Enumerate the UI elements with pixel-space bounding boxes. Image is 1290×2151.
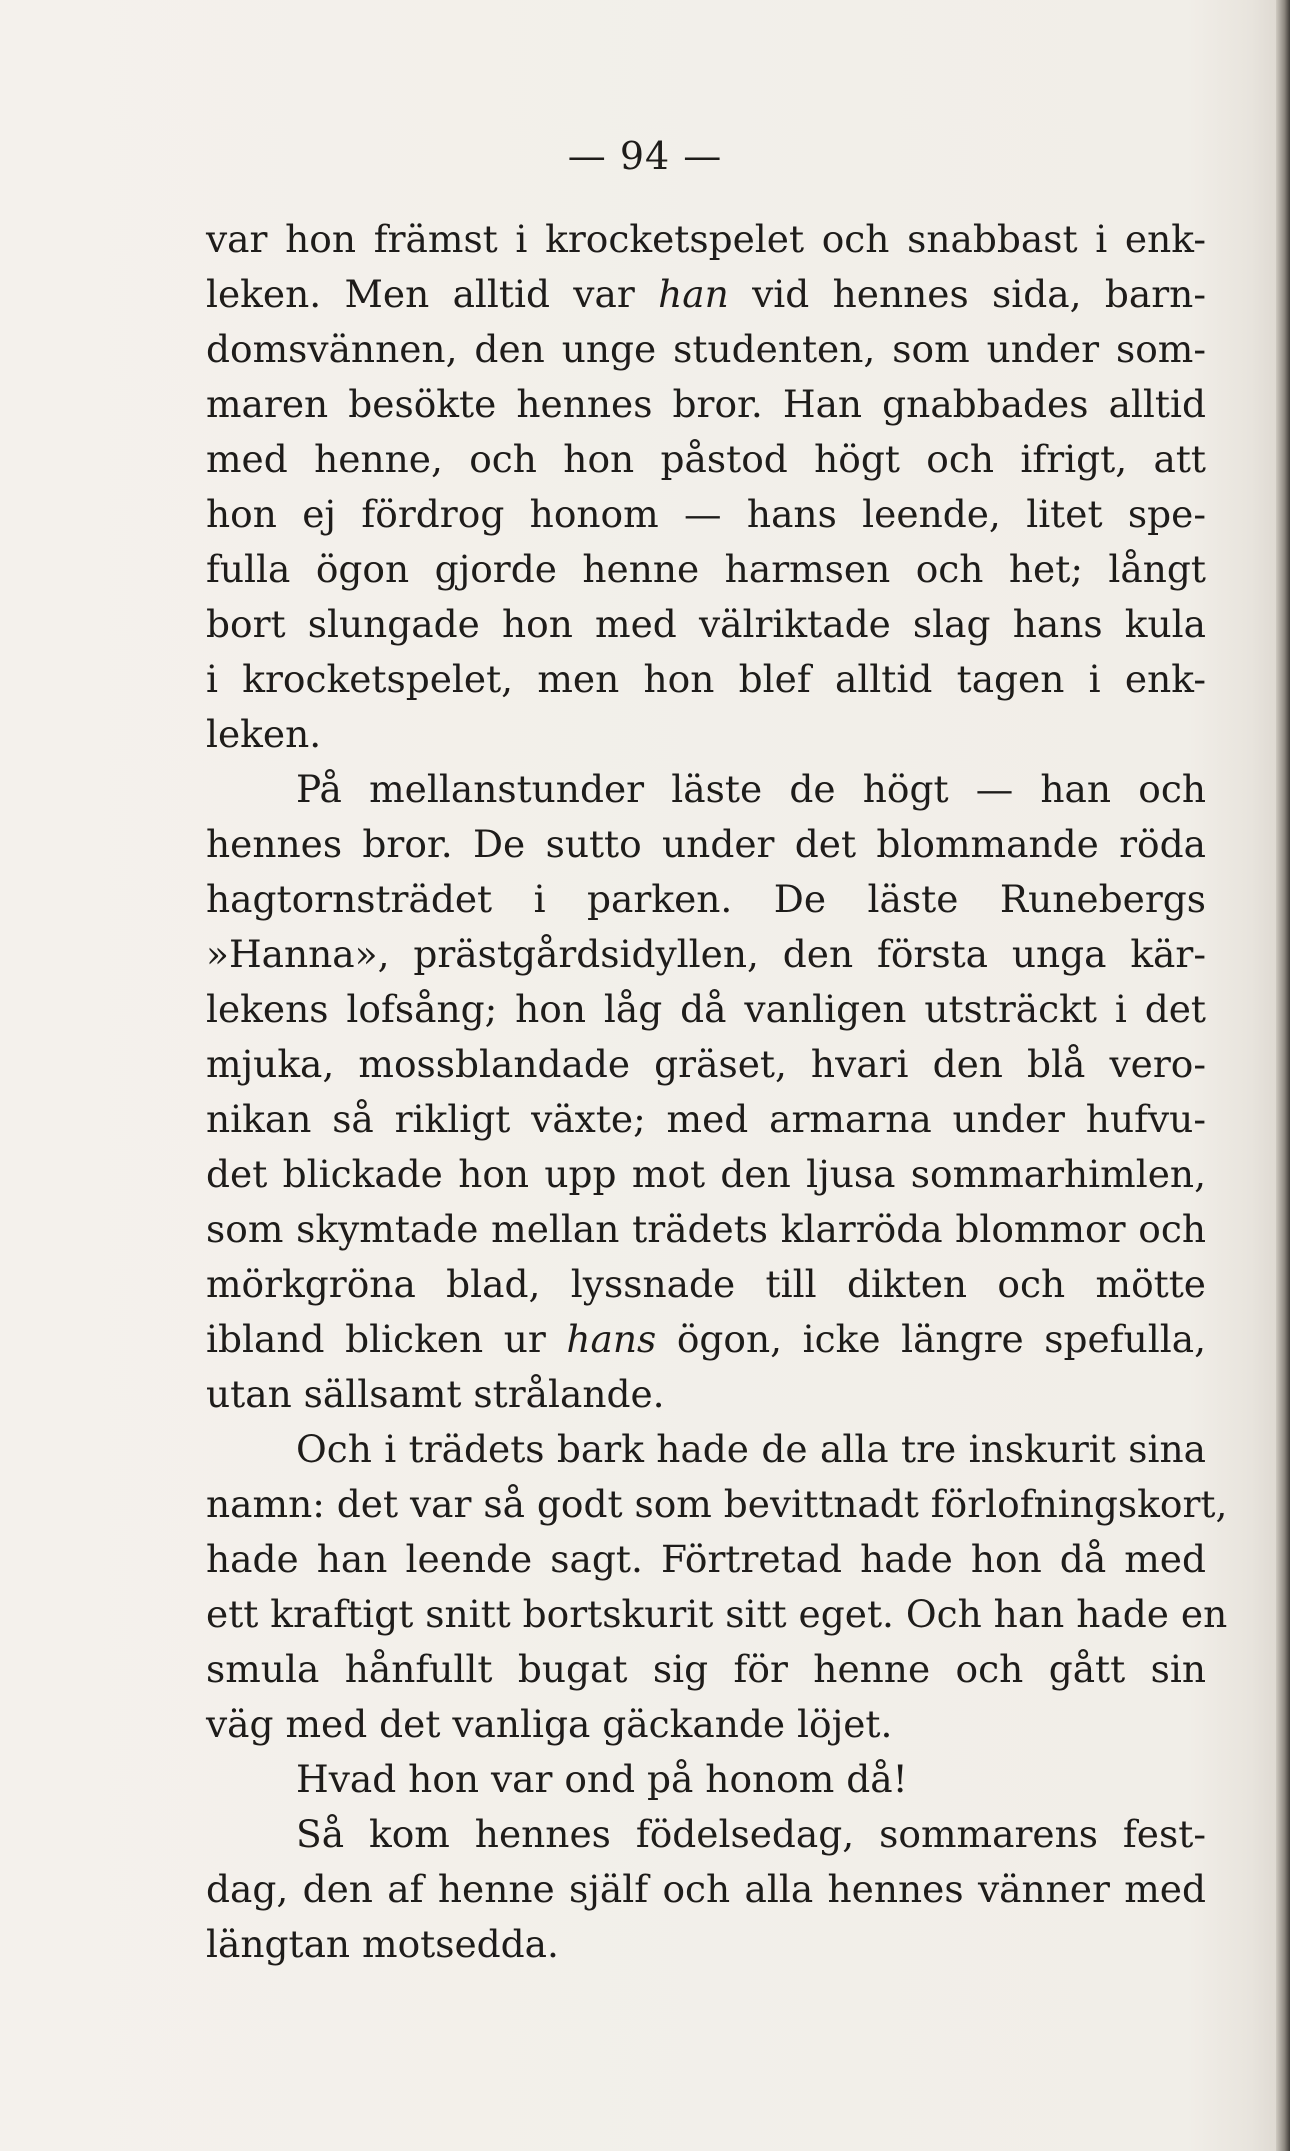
text-line: Hvad hon var ond på honom då! [296,1757,908,1801]
text-line: som skymtade mellan trädets klarröda blommor och [206,1207,1206,1251]
text-line: hennes bror. De sutto under det blommande röda [206,822,1206,866]
text-line: var hon främst i krocketspelet och snabbast i enk- [206,217,1206,261]
text-line: nikan så rikligt växte; med armarna under hufvu- [206,1097,1206,1141]
text-line: leken. [206,712,322,756]
text-line: domsvännen, den unge studenten, som under som- [206,327,1206,371]
text-line: i krocketspelet, men hon blef alltid tagen i enk- [206,657,1206,701]
text-line: väg med det vanliga gäckande löjet. [206,1702,893,1746]
text-line: längtan motsedda. [206,1922,559,1966]
text-line: fulla ögon gjorde henne harmsen och het; långt [206,547,1206,591]
page-edge-shadow [1276,0,1290,2151]
text-line: På mellanstunder läste de högt — han och [296,767,1206,811]
text-line: det blickade hon upp mot den ljusa sommarhimlen, [206,1152,1206,1196]
text-line: leken. Men alltid var han vid hennes sida, barn- [206,272,1206,316]
text-line: lekens lofsång; hon låg då vanligen utsträckt i det [206,987,1206,1031]
text-line: mörkgröna blad, lyssnade till dikten och mötte [206,1262,1206,1306]
text-line: utan sällsamt strålande. [206,1372,665,1416]
text-line: smula hånfullt bugat sig för henne och gått sin [206,1647,1206,1691]
text-line: hagtornsträdet i parken. De läste Runebergs [206,877,1206,921]
text-line: Och i trädets bark hade de alla tre inskurit sina [296,1427,1206,1471]
emphasis: hans [566,1317,657,1361]
body-text [206,212,1228,1972]
text-line: ett kraftigt snitt bortskurit sitt eget. Och han hade en [206,1592,1228,1636]
text-line: med henne, och hon påstod högt och ifrigt, att [206,437,1206,481]
text-line: Så kom hennes födelsedag, sommarens fest- [296,1812,1206,1856]
text-line: hade han leende sagt. Förtretad hade hon då med [206,1537,1206,1581]
text-line: ibland blicken ur hans ögon, icke längre spefulla, [206,1317,1207,1361]
text-line: namn: det var så godt som bevittnadt förlofningskort, [206,1482,1228,1526]
text-line: maren besökte hennes bror. Han gnabbades alltid [206,382,1206,426]
text-line: bort slungade hon med välriktade slag hans kula [206,602,1206,646]
text-line: hon ej fördrog honom — hans leende, litet spe- [206,492,1206,536]
text-line: »Hanna», prästgårdsidyllen, den första unga kär- [206,932,1206,976]
text-line: dag, den af henne själf och alla hennes vänner med [206,1867,1206,1911]
text-line: mjuka, mossblandade gräset, hvari den blå vero- [206,1042,1206,1086]
emphasis: han [658,272,729,316]
page-number: — 94 — [567,134,723,178]
